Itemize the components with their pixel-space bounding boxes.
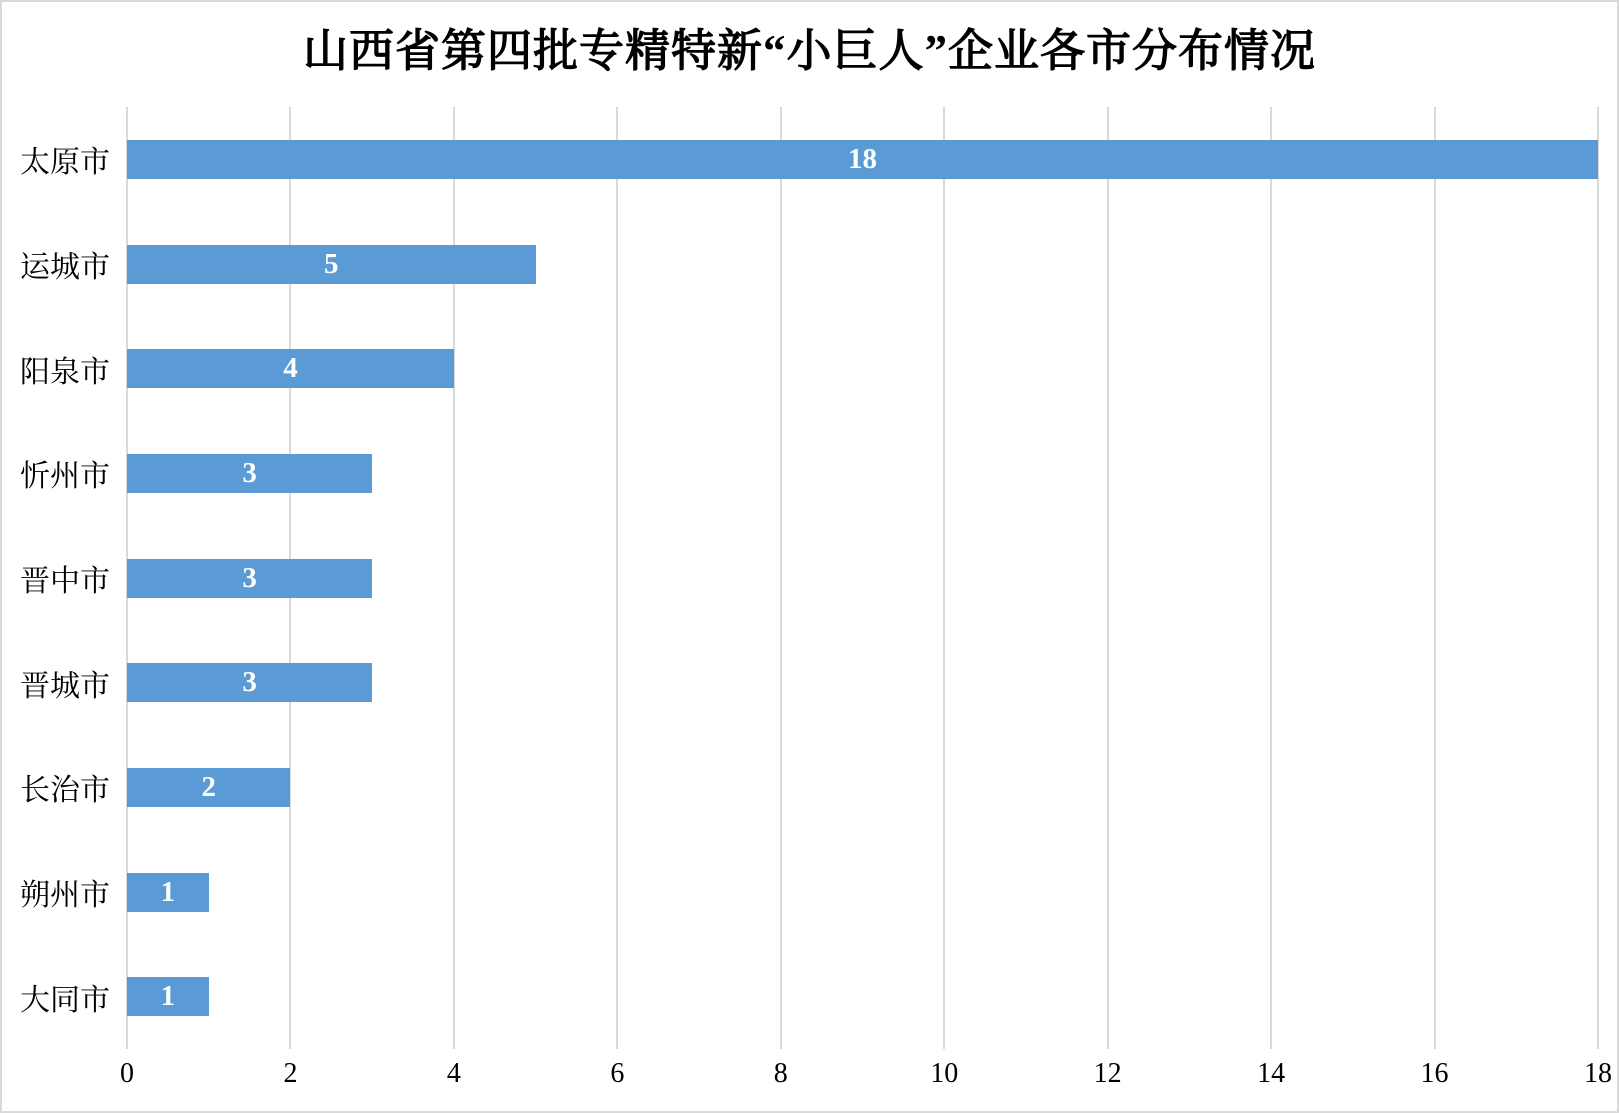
category-label-长治市: 长治市 [20, 774, 110, 808]
bar-row [127, 944, 1598, 1049]
category-label-晋中市: 晋中市 [20, 565, 110, 599]
data-label: 3 [242, 456, 257, 489]
x-tick-label-0: 0 [120, 1058, 134, 1089]
category-label-大同市: 大同市 [20, 983, 110, 1017]
data-label: 3 [242, 561, 257, 594]
category-label-阳泉市: 阳泉市 [20, 355, 110, 389]
bar-row [127, 212, 1598, 317]
bar-大同市 [127, 977, 209, 1016]
category-label-晋城市: 晋城市 [20, 669, 110, 703]
bars-container [127, 107, 1598, 1049]
bar-运城市 [127, 245, 536, 284]
bar-row [127, 526, 1598, 631]
chart-title: 山西省第四批专精特新“小巨人”企业各市分布情况 [302, 26, 1316, 76]
bar-row [127, 421, 1598, 526]
category-label-运城市: 运城市 [20, 251, 110, 284]
x-tick-label-2: 2 [283, 1058, 298, 1089]
bar-阳泉市 [127, 349, 454, 388]
data-label: 1 [160, 875, 176, 908]
bar-晋中市 [127, 559, 372, 598]
x-tick-label-10: 10 [930, 1058, 959, 1089]
x-tick-label-8: 8 [773, 1058, 788, 1089]
bar-row [127, 316, 1598, 421]
data-label: 2 [201, 770, 216, 803]
category-axis [2, 107, 110, 1049]
bar-row [127, 630, 1598, 735]
data-label: 3 [242, 666, 257, 699]
bar-长治市 [127, 768, 290, 807]
category-label-太原市: 太原市 [20, 146, 110, 180]
data-label: 5 [324, 247, 339, 280]
x-tick-label-4: 4 [446, 1058, 461, 1089]
value-axis [2, 1058, 1617, 1098]
x-tick-label-18: 18 [1584, 1058, 1612, 1089]
category-label-忻州市: 忻州市 [20, 460, 110, 494]
bar-太原市 [127, 140, 1598, 179]
bar-晋城市 [127, 663, 372, 702]
bar-忻州市 [127, 454, 372, 493]
category-label-朔州市: 朔州市 [20, 879, 110, 913]
data-label: 4 [283, 352, 298, 385]
data-label: 1 [160, 980, 176, 1013]
x-tick-label-6: 6 [610, 1058, 625, 1089]
x-tick-label-16: 16 [1420, 1058, 1449, 1089]
plot-area [127, 107, 1598, 1049]
x-tick-label-14: 14 [1257, 1058, 1286, 1089]
bar-row [127, 840, 1598, 945]
data-label: 18 [848, 142, 877, 175]
x-tick-label-12: 12 [1093, 1058, 1122, 1089]
bar-row [127, 735, 1598, 840]
bar-朔州市 [127, 873, 209, 912]
bar-row [127, 107, 1598, 212]
